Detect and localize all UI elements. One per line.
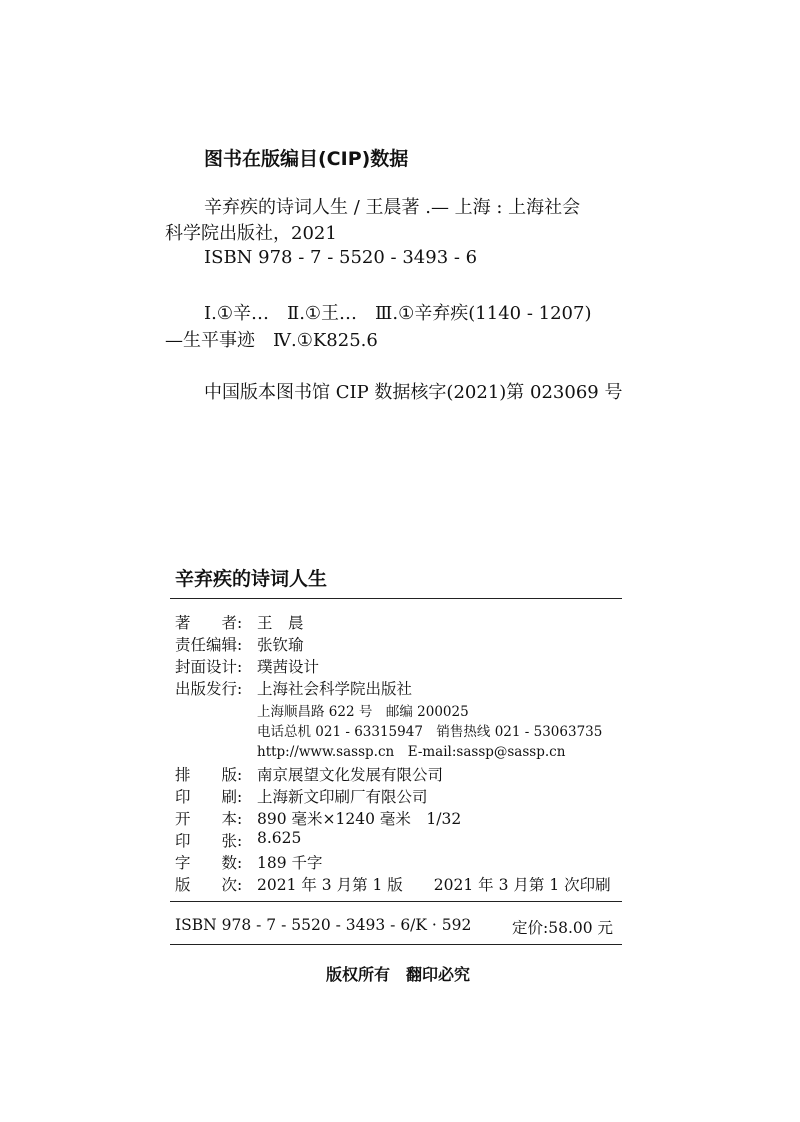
sheets-value: 8.625 xyxy=(257,829,302,847)
footer-isbn: ISBN 978 - 7 - 5520 - 3493 - 6/K · 592 xyxy=(175,916,472,934)
sheets-label: 印 张: xyxy=(175,832,243,850)
format-label: 开 本: xyxy=(175,810,243,828)
author-value: 王 晨 xyxy=(257,614,304,632)
cip-line-title: 辛弃疾的诗词人生 / 王晨著 .— 上海 : 上海社会 xyxy=(204,197,581,218)
author-label: 著 者: xyxy=(175,614,243,632)
typeset-label: 排 版: xyxy=(175,766,243,784)
top-rule xyxy=(170,598,622,599)
editor-value: 张钦瑜 xyxy=(257,636,304,654)
cip-line-publisher: 科学院出版社，2021 xyxy=(165,223,337,244)
publisher-label: 出版发行: xyxy=(175,680,243,698)
cover-design-value: 璞茜设计 xyxy=(257,658,320,676)
printer-label: 印 刷: xyxy=(175,788,243,806)
publisher-web: http://www.sassp.cn E-mail:sassp@sassp.cn xyxy=(257,744,566,760)
edition-value: 2021 年 3 月第 1 版 2021 年 3 月第 1 次印刷 xyxy=(257,876,611,894)
cip-line-classification-cont: —生平事迹 Ⅳ.①K825.6 xyxy=(165,330,378,351)
edition-label: 版 次: xyxy=(175,876,243,894)
publisher-value: 上海社会科学院出版社 xyxy=(257,680,413,698)
cip-heading: 图书在版编目(CIP)数据 xyxy=(204,148,409,170)
typeset-value: 南京展望文化发展有限公司 xyxy=(257,766,444,784)
book-title: 辛弃疾的诗词人生 xyxy=(175,568,328,590)
printer-value: 上海新文印刷厂有限公司 xyxy=(257,788,428,806)
middle-rule xyxy=(170,901,622,902)
word-count-label: 字 数: xyxy=(175,854,243,872)
copyright-notice: 版权所有 翻印必究 xyxy=(326,965,471,984)
publisher-phone: 电话总机 021 - 63315947 销售热线 021 - 53063735 xyxy=(257,724,603,740)
cip-line-isbn: ISBN 978 - 7 - 5520 - 3493 - 6 xyxy=(204,247,478,268)
publisher-address: 上海顺昌路 622 号 邮编 200025 xyxy=(257,704,469,720)
cip-line-classification: Ⅰ.①辛… Ⅱ.①王… Ⅲ.①辛弃疾(1140 - 1207) xyxy=(204,303,592,324)
word-count-value: 189 千字 xyxy=(257,854,323,872)
cover-design-label: 封面设计: xyxy=(175,658,243,676)
cip-line-record-number: 中国版本图书馆 CIP 数据核字(2021)第 023069 号 xyxy=(204,382,623,403)
format-value: 890 毫米×1240 毫米 1/32 xyxy=(257,810,462,828)
editor-label: 责任编辑: xyxy=(175,636,243,654)
footer-price: 定价:58.00 元 xyxy=(512,919,614,937)
bottom-rule xyxy=(170,944,622,945)
